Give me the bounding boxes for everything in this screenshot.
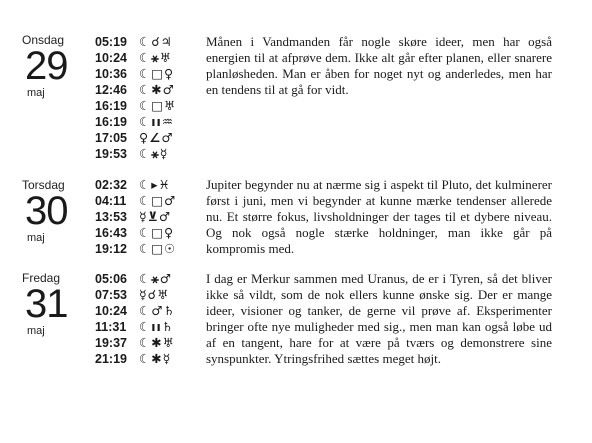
date-block xyxy=(22,271,92,338)
transit-time: 12:46 xyxy=(95,83,127,97)
transit-time: 02:32 xyxy=(95,178,127,192)
transit-time: 07:53 xyxy=(95,288,127,302)
transit-row xyxy=(95,351,195,367)
transit-time: 21:19 xyxy=(95,352,127,366)
horoscope-paragraph: Jupiter begynder nu at nærme sig i aspekt til Pluto, det kulminerer først i juni, men vi begynder at kunne mærke tendenser allerede nu. Et større fokus, livsholdninger der tages til et dybere niveau. Og nok også nogle stærke holdninger, man ikke går på kompromis med. xyxy=(206,177,552,256)
transit-time: 16:43 xyxy=(95,226,127,240)
transit-time: 05:19 xyxy=(95,35,127,49)
transit-time: 16:19 xyxy=(95,99,127,113)
weekday-label: Fredag xyxy=(22,271,61,285)
astro-glyphs: ☾□☉ xyxy=(139,241,177,256)
astro-glyphs: ☾□♅ xyxy=(139,98,177,113)
transit-row xyxy=(95,82,195,98)
astro-glyphs: ☾♂♄ xyxy=(139,303,176,318)
astro-glyphs: ☾✱♅ xyxy=(139,335,175,350)
transit-time: 11:31 xyxy=(95,320,127,334)
transit-row xyxy=(95,335,195,351)
transit-row xyxy=(95,209,195,225)
weekday-label: Onsdag xyxy=(22,33,65,47)
date-block xyxy=(22,178,92,245)
month-label: maj xyxy=(27,232,45,244)
astro-glyphs: ♀∠♂ xyxy=(139,130,174,145)
transit-list xyxy=(95,177,195,257)
transit-time: 16:19 xyxy=(95,115,127,129)
month-label: maj xyxy=(27,87,45,99)
day-number: 29 xyxy=(25,44,68,88)
transit-time: 19:37 xyxy=(95,336,127,350)
astro-glyphs: ☾✱☿ xyxy=(139,351,172,366)
day-number: 31 xyxy=(25,282,68,326)
astro-glyphs: ☾□♀ xyxy=(139,66,175,81)
transit-row xyxy=(95,130,195,146)
transit-time: 10:24 xyxy=(95,304,127,318)
transit-row xyxy=(95,303,195,319)
weekday-label: Torsdag xyxy=(22,178,65,192)
transit-time: 13:53 xyxy=(95,210,127,224)
transit-row xyxy=(95,319,195,335)
transit-time: 04:11 xyxy=(95,194,127,208)
transit-row xyxy=(95,98,195,114)
transit-row xyxy=(95,50,195,66)
astro-glyphs: ☾▸♓ xyxy=(139,177,171,192)
astro-glyphs: ☾⚹☿ xyxy=(139,146,169,161)
transit-row xyxy=(95,225,195,241)
transit-row xyxy=(95,146,195,162)
astro-glyphs: ☾☌♃ xyxy=(139,34,173,49)
astro-glyphs: ☾⚹♂ xyxy=(139,271,172,286)
transit-row xyxy=(95,287,195,303)
transit-row xyxy=(95,177,195,193)
transit-row xyxy=(95,34,195,50)
astro-glyphs: ☾⚹♅ xyxy=(139,50,172,65)
transit-time: 10:36 xyxy=(95,67,127,81)
day-number: 30 xyxy=(25,189,68,233)
transit-list xyxy=(95,34,195,162)
transit-row xyxy=(95,271,195,287)
month-label: maj xyxy=(27,325,45,337)
horoscope-paragraph: I dag er Merkur sammen med Uranus, de er i Tyren, så det bliver ikke så vildt, som de nok ellers kunne ønske sig. Der er mange ideer, visioner og tanker, de gerne vil prøve af. Eksperimenter bringer ofte nye muligheder med sig., men man kan også løbe ud af en tangent, hare for at være på tværs og demonstrere sine synspunkter. Ytringsfrihed sættes meget højt. xyxy=(206,271,552,366)
astro-glyphs: ☿⊻♂ xyxy=(139,209,172,224)
transit-time: 10:24 xyxy=(95,51,127,65)
astro-glyphs: ☾ıı♒ xyxy=(139,114,174,129)
transit-row xyxy=(95,66,195,82)
transit-list xyxy=(95,271,195,367)
horoscope-paragraph: Månen i Vandmanden får nogle skøre ideer, men har også energien til at afprøve dem. Ikke alt går efter planen, eller snarere planløsheden. Man er åben for noget nyt og anderledes, men har en tendens til at gå for vidt. xyxy=(206,34,552,97)
transit-time: 17:05 xyxy=(95,131,127,145)
astro-glyphs: ☾□♂ xyxy=(139,193,177,208)
astro-glyphs: ☿☌♅ xyxy=(139,287,170,302)
transit-row xyxy=(95,114,195,130)
transit-time: 05:06 xyxy=(95,272,127,286)
transit-row xyxy=(95,241,195,257)
transit-time: 19:12 xyxy=(95,242,127,256)
astro-glyphs: ☾✱♂ xyxy=(139,82,175,97)
transit-time: 19:53 xyxy=(95,147,127,161)
astro-glyphs: ☾□♀ xyxy=(139,225,175,240)
date-block xyxy=(22,33,92,100)
astro-glyphs: ☾ıı♄ xyxy=(139,319,174,334)
transit-row xyxy=(95,193,195,209)
